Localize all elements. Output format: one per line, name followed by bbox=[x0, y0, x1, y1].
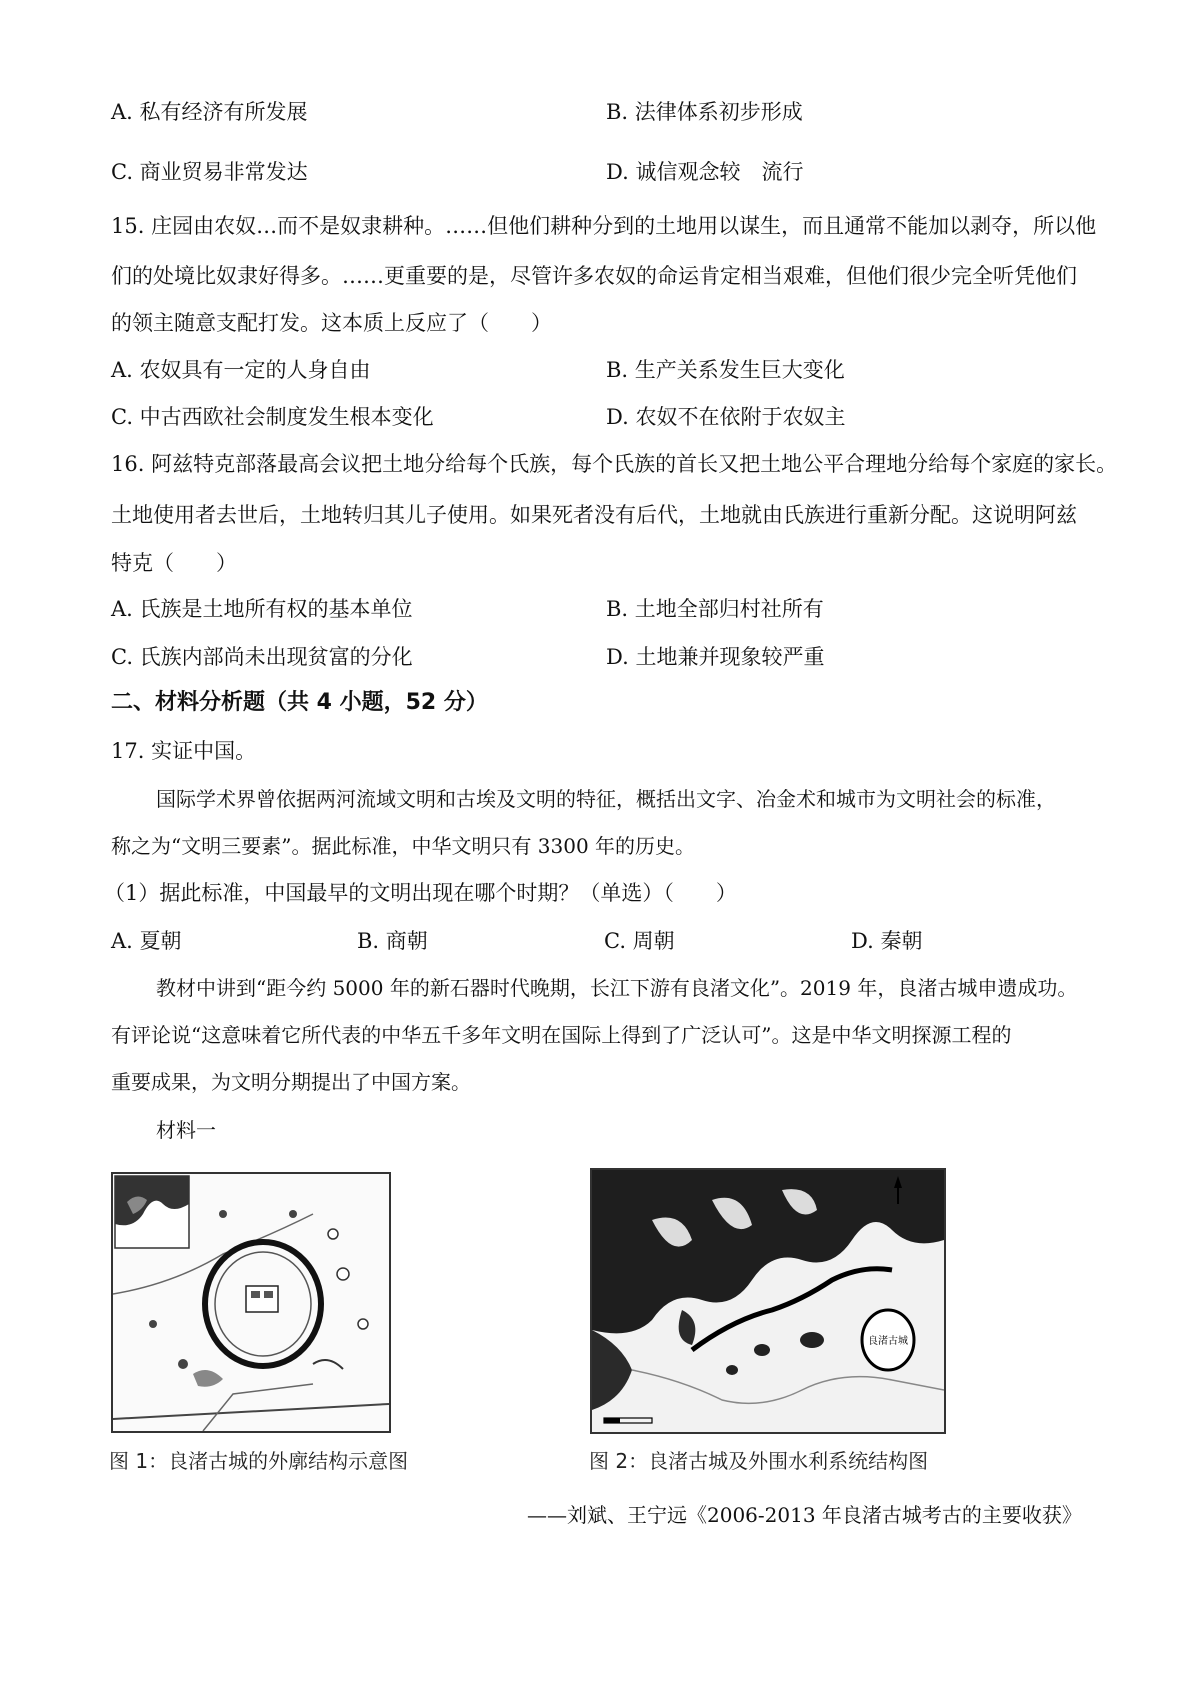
q17-sub1-option-a: A. 夏朝 bbox=[111, 929, 182, 953]
q16-option-c: C. 氏族内部尚未出现贫富的分化 bbox=[111, 645, 413, 669]
q17-material-line-3: 重要成果，为文明分期提出了中国方案。 bbox=[111, 1070, 471, 1094]
q16-option-a: A. 氏族是土地所有权的基本单位 bbox=[111, 597, 413, 621]
q16-stem-line-1: 16. 阿兹特克部落最高会议把土地分给每个氏族，每个氏族的首长又把土地公平合理地分给每个家庭的家长。 bbox=[111, 452, 1118, 476]
q16-stem-line-2: 土地使用者去世后，土地转归其儿子使用。如果死者没有后代，土地就由氏族进行重新分配。这说明阿兹 bbox=[111, 503, 1077, 527]
q15-option-b: B. 生产关系发生巨大变化 bbox=[606, 358, 845, 382]
q15-option-c: C. 中古西欧社会制度发生根本变化 bbox=[111, 405, 434, 429]
figure-1-caption: 图 1：良渚古城的外廓结构示意图 bbox=[109, 1449, 409, 1473]
liangzhu-outer-wall-map bbox=[113, 1174, 389, 1431]
q15-stem-line-2: 们的处境比奴隶好得多。……更重要的是，尽管许多农奴的命运肯定相当艰难，但他们很少完全听凭他们 bbox=[111, 264, 1077, 288]
q14-option-a: A. 私有经济有所发展 bbox=[111, 100, 308, 124]
q14-option-d: D. 诚信观念较 流行 bbox=[606, 160, 804, 184]
q17-sub1-option-b: B. 商朝 bbox=[357, 929, 428, 953]
q17-material-line-1: 教材中讲到“距今约 5000 年的新石器时代晚期，长江下游有良渚文化”。2019 年，良渚古城申遗成功。 bbox=[156, 976, 1078, 1000]
q16-stem-line-3: 特克（ ） bbox=[111, 551, 237, 575]
section-title: 二、材料分析题（共 4 小题，52 分） bbox=[111, 690, 488, 715]
q17-sub1-option-d: D. 秦朝 bbox=[851, 929, 923, 953]
q15-option-d: D. 农奴不在依附于农奴主 bbox=[606, 405, 846, 429]
q17-sub1: （1）据此标准，中国最早的文明出现在哪个时期？（单选）（ ） bbox=[104, 881, 737, 905]
material-source: ——刘斌、王宁远《2006-2013 年良渚古城考古的主要收获》 bbox=[527, 1503, 1082, 1527]
q15-stem-line-1: 15. 庄园由农奴…而不是奴隶耕种。……但他们耕种分到的土地用以谋生，而且通常不能加以剥夺，所以他 bbox=[111, 214, 1097, 238]
figure-1-map bbox=[111, 1172, 391, 1433]
q17-intro-line-1: 国际学术界曾依据两河流域文明和古埃及文明的特征，概括出文字、冶金术和城市为文明社会的标准， bbox=[156, 787, 1056, 811]
q15-stem-line-3: 的领主随意支配打发。这本质上反应了（ ） bbox=[111, 311, 552, 335]
q14-option-c: C. 商业贸易非常发达 bbox=[111, 160, 308, 184]
q17-sub1-option-c: C. 周朝 bbox=[604, 929, 675, 953]
liangzhu-water-system-map bbox=[592, 1170, 944, 1432]
material-label: 材料一 bbox=[156, 1118, 216, 1142]
q14-option-b: B. 法律体系初步形成 bbox=[606, 100, 803, 124]
q15-option-a: A. 农奴具有一定的人身自由 bbox=[111, 358, 371, 382]
q16-option-b: B. 土地全部归村社所有 bbox=[606, 597, 824, 621]
q17-material-line-2: 有评论说“这意味着它所代表的中华五千多年文明在国际上得到了广泛认可”。这是中华文明探源工程的 bbox=[111, 1023, 1012, 1047]
q17-intro-line-2: 称之为“文明三要素”。据此标准，中华文明只有 3300 年的历史。 bbox=[111, 834, 696, 858]
figure-2-map bbox=[590, 1168, 946, 1434]
q16-option-d: D. 土地兼并现象较严重 bbox=[606, 645, 825, 669]
city-label: 良渚古城 bbox=[868, 1336, 908, 1347]
figure-2-caption: 图 2：良渚古城及外围水利系统结构图 bbox=[589, 1449, 929, 1473]
q17-title: 17. 实证中国。 bbox=[111, 739, 257, 763]
